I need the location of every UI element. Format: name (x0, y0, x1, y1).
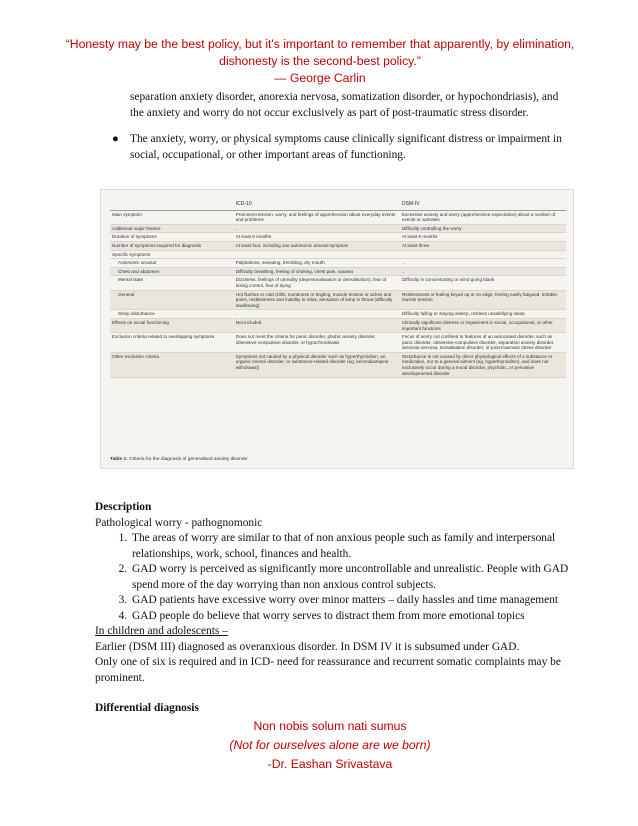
table-row (110, 250, 566, 259)
table-header-row (110, 200, 566, 210)
table-body (110, 210, 566, 378)
icd10-cell: Does not meet the criteria for panic disorder, phobic anxiety disorder, obsessive-compulsive disorder, or hypochondriasis (234, 333, 400, 353)
row-label-cell: Effects on social functioning (110, 318, 234, 332)
dsmiv-cell: Difficulty controlling the worry (400, 224, 566, 233)
table-caption (110, 457, 248, 462)
table-row (110, 318, 566, 332)
table-row (110, 241, 566, 250)
table-header-cell: ICD-10 (234, 200, 400, 210)
row-label-cell: Specific symptoms (110, 250, 234, 259)
table-caption-text: Criteria for the diagnosis of generalised anxiety disorder (129, 457, 248, 462)
icd10-cell: Difficulty breathing, feeling of choking, chest pain, nausea (234, 267, 400, 276)
children-text-1: Earlier (DSM III) diagnosed as overanxious disorder. In DSM IV it is subsumed under GAD. (95, 640, 520, 653)
dsmiv-cell: Restlessness or feeling keyed up or on edge, feeling easily fatigued, irritable, muscle tension (400, 290, 566, 310)
icd10-cell: At least four, including one autonomic arousal symptom (234, 241, 400, 250)
row-label-cell: Number of symptoms required for diagnosis (110, 241, 234, 250)
icd10-cell: .. (234, 310, 400, 319)
table-row (110, 352, 566, 377)
dsmiv-cell: At least three (400, 241, 566, 250)
icd10-cell: Symptoms not caused by a physical disorder such as hyperthyroidism, an organic mental disorder, or substance-related disorder (eg, benzodiazepine withdrawal) (234, 352, 400, 377)
list-item: 3. GAD patients have excessive worry over minor matters – daily hassles and time management (130, 593, 575, 609)
row-label-cell: Sleep disturbance (110, 310, 234, 319)
footer-quote-line2: (Not for ourselves alone are we born) (229, 738, 431, 752)
table-row (110, 333, 566, 353)
footer-quote-author: -Dr. Eashan Srivastava (267, 757, 393, 771)
bullet-text: The anxiety, worry, or physical symptoms cause clinically significant distress or impairment in social, occupational, or other important areas of functioning. (130, 133, 562, 161)
table-header-cell: DSM-IV (400, 200, 566, 210)
continuation-text: separation anxiety disorder, anorexia nervosa, somatization disorder, or hypochondriasis), and the anxiety and worry do not occur exclusively as part of post-traumatic stress disorder. (130, 91, 559, 119)
icd10-cell: At least 6 months (234, 233, 400, 242)
dsmiv-cell: Difficulty in concentrating or mind going blank (400, 276, 566, 290)
icd10-cell: Palpitations, sweating, trembling, dry mouth (234, 259, 400, 268)
list-item: 2. GAD worry is perceived as significantly more uncontrollable and unrealistic. People with GAD spend more of the day worrying than non anxious control subjects. (130, 562, 575, 593)
table-row (110, 224, 566, 233)
dsmiv-cell: Difficulty falling or staying asleep, restless unsatisfying sleep (400, 310, 566, 319)
dsmiv-cell: .. (400, 267, 566, 276)
list-item: 4. GAD people do believe that worry serves to distract them from more emotional topics (130, 609, 575, 625)
row-label-cell: Mental state (110, 276, 234, 290)
dsmiv-cell: Disturbance is not caused by direct physiological effects of a substance or medication, nor to a general ailment (eg, hyperthyroidism), and does not exclusively occur during a mood disorder, psychotic, or pervasive developmental disorder (400, 352, 566, 377)
description-intro: Pathological worry - pathognomonic (95, 516, 263, 529)
icd10-cell: .. (234, 224, 400, 233)
description-heading: Description (95, 501, 152, 513)
dsmiv-cell: At least 6 months (400, 233, 566, 242)
icd10-cell: Hot flushes or cold chills, numbness or tingling, muscle tension or aches and pains, restlessness and inability to relax, sensation of lump in throat (difficulty swallowing) (234, 290, 400, 310)
row-label-cell: Other exclusion criteria (110, 352, 234, 377)
description-list (95, 531, 575, 624)
table-row (110, 267, 566, 276)
row-label-cell: Autonomic arousal (110, 259, 234, 268)
icd10-cell: Not included (234, 318, 400, 332)
dsmiv-cell (400, 250, 566, 259)
table-row (110, 233, 566, 242)
row-label-cell: Duration of symptoms (110, 233, 234, 242)
table-row (110, 210, 566, 224)
header-quote-text: “Honesty may be the best policy, but it's important to remember that apparently, by elimination, dishonesty is the second-best policy.” (65, 37, 575, 68)
header-quote-author: ― George Carlin (274, 71, 366, 85)
table-header-cell (110, 200, 234, 210)
children-heading: In children and adolescents – (95, 625, 228, 637)
table-row (110, 290, 566, 310)
list-item: 1. The areas of worry are similar to that of non anxious people such as family and interpersonal relationships, work, school, finances and health. (130, 531, 575, 562)
footer-quote-line1: Non nobis solum nati sumus (253, 719, 407, 733)
dsmiv-cell: Excessive anxiety and worry (apprehensive expectation) about a number of events or activities (400, 210, 566, 224)
footer-quote (120, 717, 540, 774)
icd10-cell: Prominent tension, worry, and feelings of apprehension about everyday events and problems (234, 210, 400, 224)
header-quote (60, 36, 580, 87)
table-row (110, 276, 566, 290)
bullet-icon: ● (112, 133, 119, 145)
differential-heading: Differential diagnosis (95, 702, 199, 714)
dsmiv-cell: Focus of worry not confined to features of an associated disorder, such as panic disorder, obsessive-compulsive disorder, separation anxiety disorder, anorexia nervosa, somatisation disorder, or post-traumatic stress disorder (400, 333, 566, 353)
dsmiv-cell: .. (400, 259, 566, 268)
row-label-cell: Chest and abdomen (110, 267, 234, 276)
table-row (110, 310, 566, 319)
criteria-table (110, 200, 566, 378)
row-label-cell: Exclusion criteria related to overlapping symptoms (110, 333, 234, 353)
table-caption-label: Table 1: (110, 457, 128, 462)
row-label-cell: Additional major feature (110, 224, 234, 233)
children-text-2: Only one of six is required and in ICD- need for reassurance and recurrent somatic complaints may be prominent. (95, 656, 561, 684)
row-label-cell: General (110, 290, 234, 310)
icd10-cell: Dizziness, feelings of unreality (depersonalisation or derealisation), fear of losing control, fear of dying (234, 276, 400, 290)
row-label-cell: Main symptom (110, 210, 234, 224)
criteria-table-figure (100, 189, 574, 469)
table-row (110, 259, 566, 268)
dsmiv-cell: Clinically significant distress or impairment in social, occupational, or other important functions (400, 318, 566, 332)
description-section (95, 500, 575, 717)
icd10-cell (234, 250, 400, 259)
